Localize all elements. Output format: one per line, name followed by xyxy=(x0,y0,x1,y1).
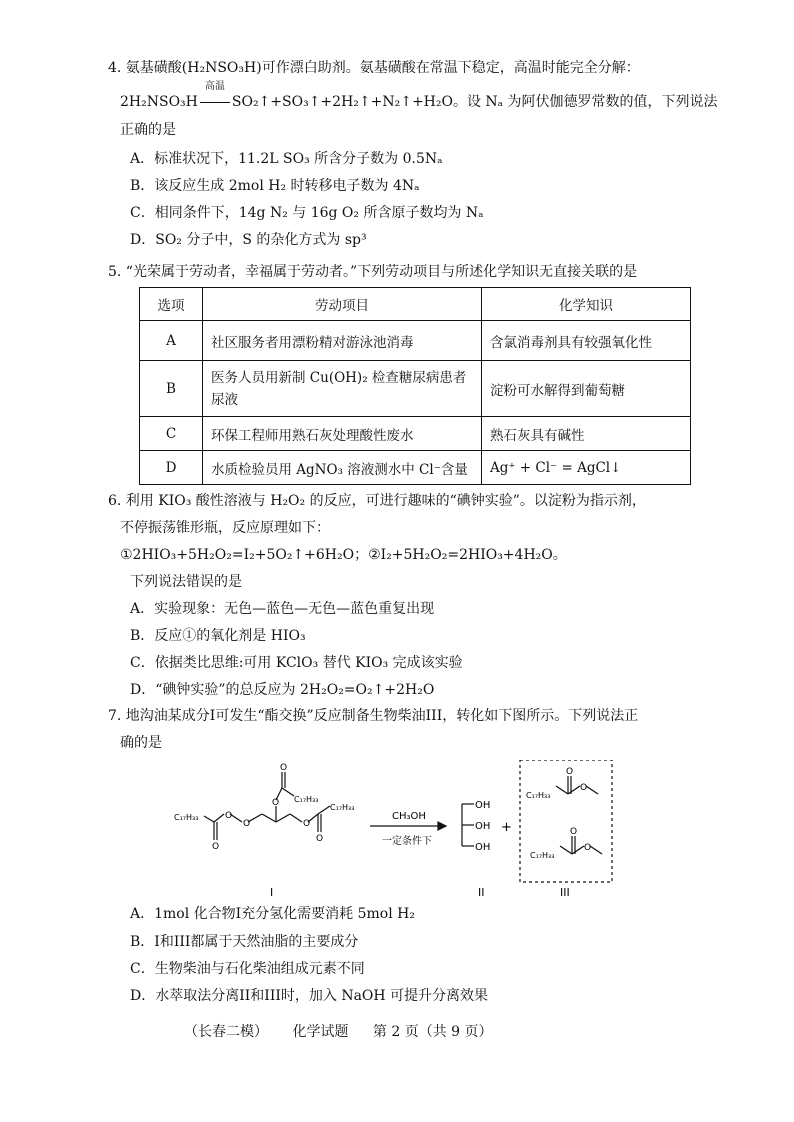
q7-stem-line2: 确的是 xyxy=(120,735,162,751)
q5-row-b-work: 医务人员用新制 Cu(OH)₂ 检查糖尿病患者尿液 xyxy=(203,361,482,417)
atom-label: O xyxy=(580,783,588,793)
chain-label-iii-bottom: C₁₇H₃₃ xyxy=(530,851,555,860)
table-row xyxy=(140,451,691,485)
q5-table xyxy=(139,287,691,485)
q5-row-d-knowledge: Ag⁺ + Cl⁻ = AgCl↓ xyxy=(482,451,691,485)
q5-stem: 5. “光荣属于劳动者，幸福属于劳动者。”下列劳动项目与所述化学知识无直接关联的是 xyxy=(108,264,638,280)
q4-option-d: D．SO₂ 分子中，S 的杂化方式为 sp³ xyxy=(130,232,367,248)
q4-equation-left: 2H₂NSO₃H xyxy=(120,94,198,110)
table-row xyxy=(140,417,691,451)
reaction-arrow xyxy=(370,822,446,830)
hydroxyl-label: OH xyxy=(475,842,491,853)
compound-iii-box xyxy=(520,760,612,882)
q5-row-d-work: 水质检验员用 AgNO₃ 溶液测水中 Cl⁻含量 xyxy=(203,451,482,485)
q4-stem-line2: 正确的是 xyxy=(120,122,176,138)
q4-stem-line1: 4. 氨基磺酸(H₂NSO₃H)可作漂白助剂。氨基磺酸在常温下稳定，高温时能完全分解： xyxy=(108,60,640,76)
q5-row-d-key: D xyxy=(140,451,203,485)
table-row xyxy=(140,321,691,361)
chain-label-iii-top: C₁₇H₃₃ xyxy=(526,791,551,800)
q6-option-c: C．依据类比思维:可用 KClO₃ 替代 KIO₃ 完成该实验 xyxy=(130,655,463,671)
q4-equation-condition: 高温 xyxy=(204,81,225,92)
atom-label: O xyxy=(212,842,220,852)
q5-table-header xyxy=(140,288,691,321)
q7-stem-line1: 7. 地沟油某成分I可发生“酯交换”反应制备生物柴油III，转化如下图所示。下列说法正 xyxy=(108,708,639,724)
q4-condition-arrow xyxy=(198,81,232,112)
compound-iii-label: III xyxy=(560,886,570,899)
q7-option-c: C．生物柴油与石化柴油组成元素不同 xyxy=(130,961,365,977)
q6-reactions: ①2HIO₃+5H₂O₂=I₂+5O₂↑+6H₂O；②I₂+5H₂O₂=2HIO₃+4H₂O。 xyxy=(120,547,567,563)
compound-i-structure xyxy=(204,772,330,840)
chain-label-right: C₁₇H₃₃ xyxy=(330,803,355,812)
reaction-condition: 一定条件下 xyxy=(382,836,432,847)
table-row xyxy=(140,361,691,417)
q5-row-c-work: 环保工程师用熟石灰处理酸性废水 xyxy=(203,417,482,451)
compound-i-label: I xyxy=(270,886,274,899)
footer-subject: 化学试题 xyxy=(292,1024,349,1040)
q5-row-a-key: A xyxy=(140,321,203,361)
atom-label: O xyxy=(272,798,280,808)
q7-reaction-scheme xyxy=(170,760,650,900)
atom-label: O xyxy=(225,811,233,821)
plus-sign: + xyxy=(501,820,512,835)
atom-label: O xyxy=(570,827,578,837)
q6-stem-line1: 6. 利用 KIO₃ 酸性溶液与 H₂O₂ 的反应，可进行趣味的“碘钟实验”。以淀粉为指示剂， xyxy=(108,493,646,509)
q5-row-c-key: C xyxy=(140,417,203,451)
compound-ii-label: II xyxy=(478,886,485,899)
footer-exam: （长春二模） xyxy=(184,1024,268,1040)
q5-header-work: 劳动项目 xyxy=(203,288,482,321)
q5-header-knowledge: 化学知识 xyxy=(482,288,691,321)
q7-option-a: A．1mol 化合物I充分氢化需要消耗 5mol H₂ xyxy=(130,906,415,922)
q7-option-d: D．水萃取法分离II和III时，加入 NaOH 可提升分离效果 xyxy=(130,988,489,1004)
q5-header-option: 选项 xyxy=(140,288,203,321)
compound-iii-structure xyxy=(556,776,602,854)
q6-option-a: A．实验现象：无色—蓝色—无色—蓝色重复出现 xyxy=(130,601,435,617)
page-footer xyxy=(184,1021,513,1041)
atom-label: O xyxy=(584,843,592,853)
q6-option-d: D．“碘钟实验”的总反应为 2H₂O₂=O₂↑+2H₂O xyxy=(130,682,435,698)
q5-row-c-knowledge: 熟石灰具有碱性 xyxy=(482,417,691,451)
q6-stem-line2: 不停振荡锥形瓶，反应原理如下： xyxy=(120,520,330,536)
q5-row-a-work: 社区服务者用漂粉精对游泳池消毒 xyxy=(203,321,482,361)
footer-page-number: 第 2 页（共 9 页） xyxy=(372,1024,493,1040)
atom-label: O xyxy=(303,819,311,829)
q5-row-a-knowledge: 含氯消毒剂具有较强氧化性 xyxy=(482,321,691,361)
atom-label: O xyxy=(280,763,288,773)
chain-label-top: C₁₇H₃₃ xyxy=(294,795,319,804)
q4-option-c: C．相同条件下，14g N₂ 与 16g O₂ 所含原子数均为 Nₐ xyxy=(130,205,484,221)
atom-label: O xyxy=(243,819,251,829)
atom-label: O xyxy=(316,834,324,844)
q7-option-b: B．I和III都属于天然油脂的主要成分 xyxy=(130,934,359,950)
chain-label-left: C₁₇H₃₃ xyxy=(174,813,199,822)
q4-equation-right: SO₂↑+SO₃↑+2H₂↑+N₂↑+H₂O。设 Nₐ 为阿伏伽德罗常数的值，下列说法 xyxy=(231,94,718,110)
reaction-reagent: CH₃OH xyxy=(392,811,426,822)
hydroxyl-label: OH xyxy=(475,821,491,832)
q4-equation xyxy=(120,81,718,112)
q5-row-b-knowledge: 淀粉可水解得到葡萄糖 xyxy=(482,361,691,417)
q6-option-b: B．反应①的氧化剂是 HIO₃ xyxy=(130,628,306,644)
q6-stem-line3: 下列说法错误的是 xyxy=(130,574,242,590)
hydroxyl-label: OH xyxy=(475,800,491,811)
q5-row-b-key: B xyxy=(140,361,203,417)
compound-ii-structure xyxy=(462,804,474,846)
q4-option-a: A．标准状况下，11.2L SO₃ 所含分子数为 0.5Nₐ xyxy=(130,151,443,167)
q4-option-b: B．该反应生成 2mol H₂ 时转移电子数为 4Nₐ xyxy=(130,178,420,194)
atom-label: O xyxy=(566,767,574,777)
